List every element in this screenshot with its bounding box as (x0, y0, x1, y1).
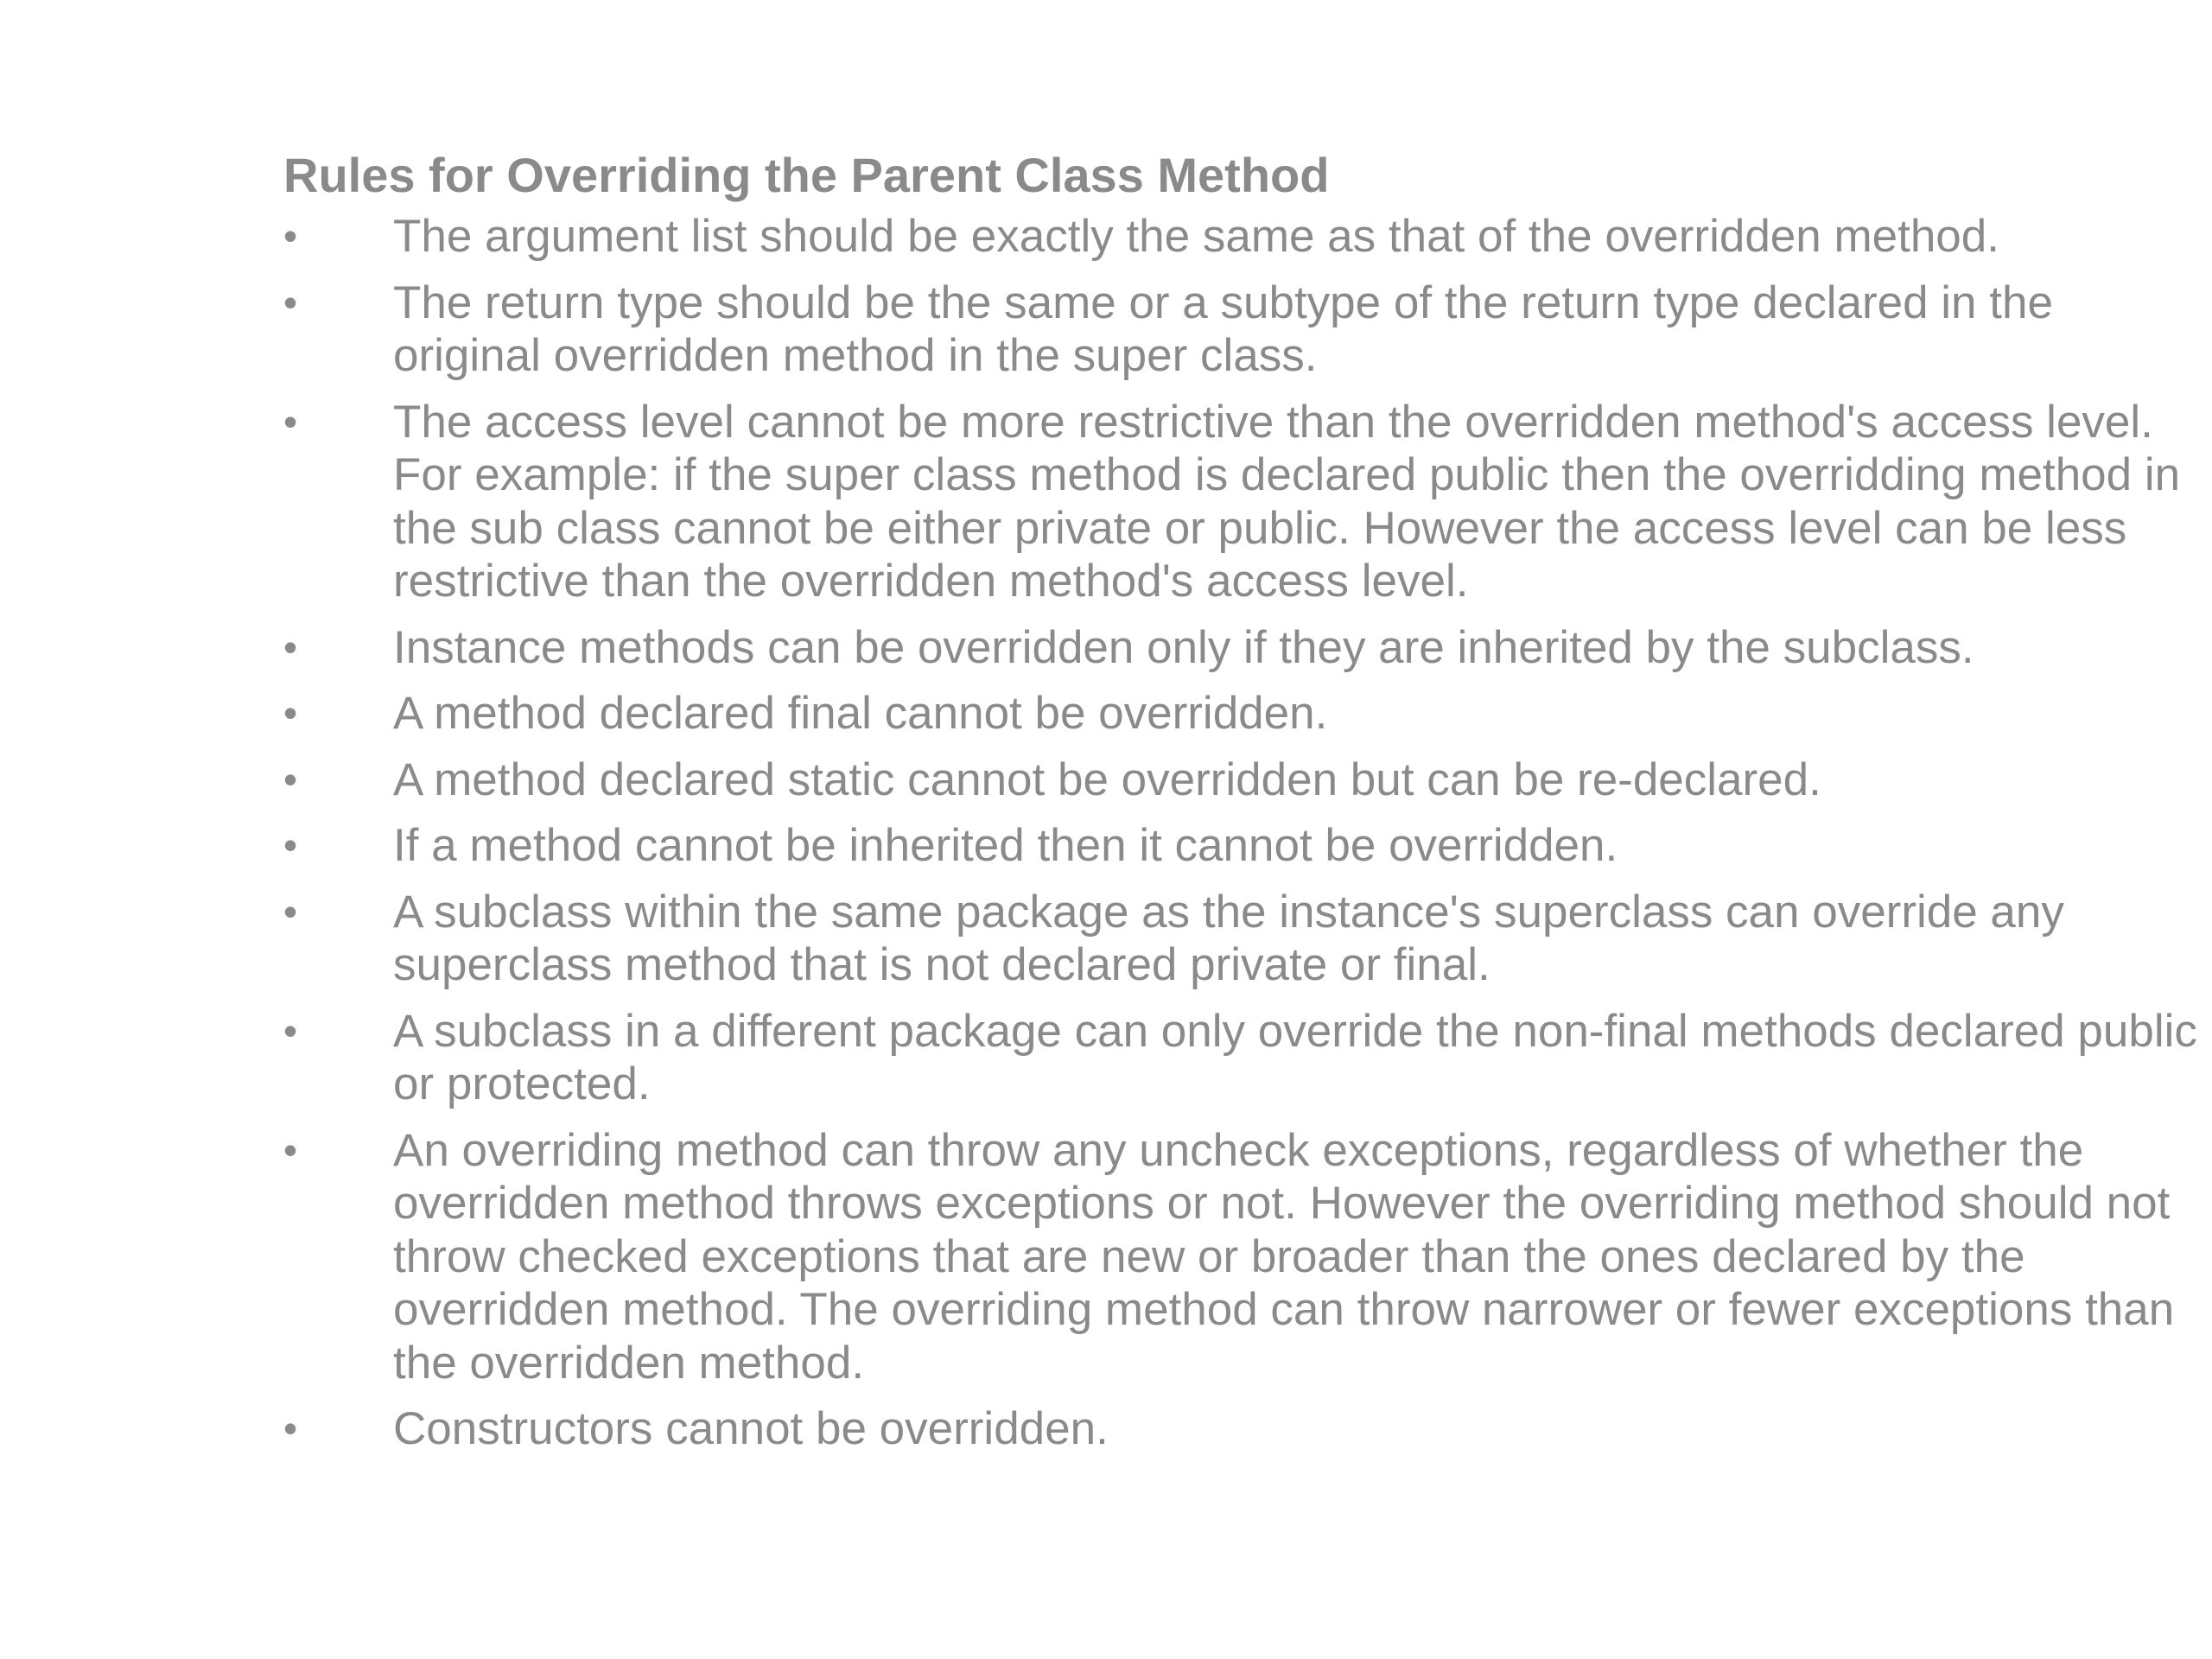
list-item-text: The access level cannot be more restrictive than the overridden method's access level. For example: if the super class method is declared public then the overridding method in the sub class cannot be either private or public. However the access level can be less restrictive than the overridden method's access level. (393, 396, 2181, 607)
list-item-text: An overriding method can throw any uncheck exceptions, regardless of whether the overridden method throws exceptions or not. However the overriding method should not throw checked exceptions that are new or broader than the ones declared by the overridden method. The overriding method can throw narrower or fewer exceptions than the overridden method. (393, 1124, 2175, 1389)
bullet-icon: • (283, 279, 298, 325)
list-item (283, 210, 2202, 264)
bullet-icon: • (283, 624, 298, 670)
list-item (283, 276, 2202, 383)
list-item (283, 1124, 2202, 1390)
bullet-icon: • (283, 1127, 298, 1173)
bullet-icon: • (283, 888, 298, 934)
list-item-text: A method declared static cannot be overridden but can be re-declared. (393, 753, 1821, 805)
list-item (283, 1402, 2202, 1456)
list-item (283, 886, 2202, 992)
list-item-text: A subclass in a different package can only override the non-final methods declared public or protected. (393, 1005, 2197, 1109)
list-item-text: A subclass within the same package as the instance's superclass can override any superclass method that is not declared private or final. (393, 886, 2064, 990)
list-item-text: Instance methods can be overridden only if they are inherited by the subclass. (393, 621, 1974, 673)
bullet-icon: • (283, 823, 298, 868)
bullet-icon: • (283, 1007, 298, 1053)
bullet-icon: • (283, 398, 298, 444)
list-item-text: If a method cannot be inherited then it cannot be overridden. (393, 820, 1618, 871)
list-item (283, 819, 2202, 873)
list-item-text: Constructors cannot be overridden. (393, 1403, 1109, 1454)
list-item-text: The argument list should be exactly the same as that of the overridden method. (393, 211, 1999, 262)
list-item-text: The return type should be the same or a subtype of the return type declared in the original overridden method in the super class. (393, 276, 2053, 381)
list-item (283, 1005, 2202, 1111)
slide-content (283, 143, 2202, 1469)
list-item (283, 753, 2202, 807)
list-item-text: A method declared final cannot be overridden. (393, 688, 1328, 739)
bullet-icon: • (283, 1406, 298, 1451)
slide-title: Rules for Overriding the Parent Class Method (283, 148, 1330, 202)
list-item (283, 687, 2202, 741)
list-item (283, 621, 2202, 675)
bullet-icon: • (283, 756, 298, 802)
list-item (283, 396, 2202, 608)
bullet-icon: • (283, 213, 298, 258)
bullet-icon: • (283, 690, 298, 735)
rules-list (283, 210, 2202, 1456)
